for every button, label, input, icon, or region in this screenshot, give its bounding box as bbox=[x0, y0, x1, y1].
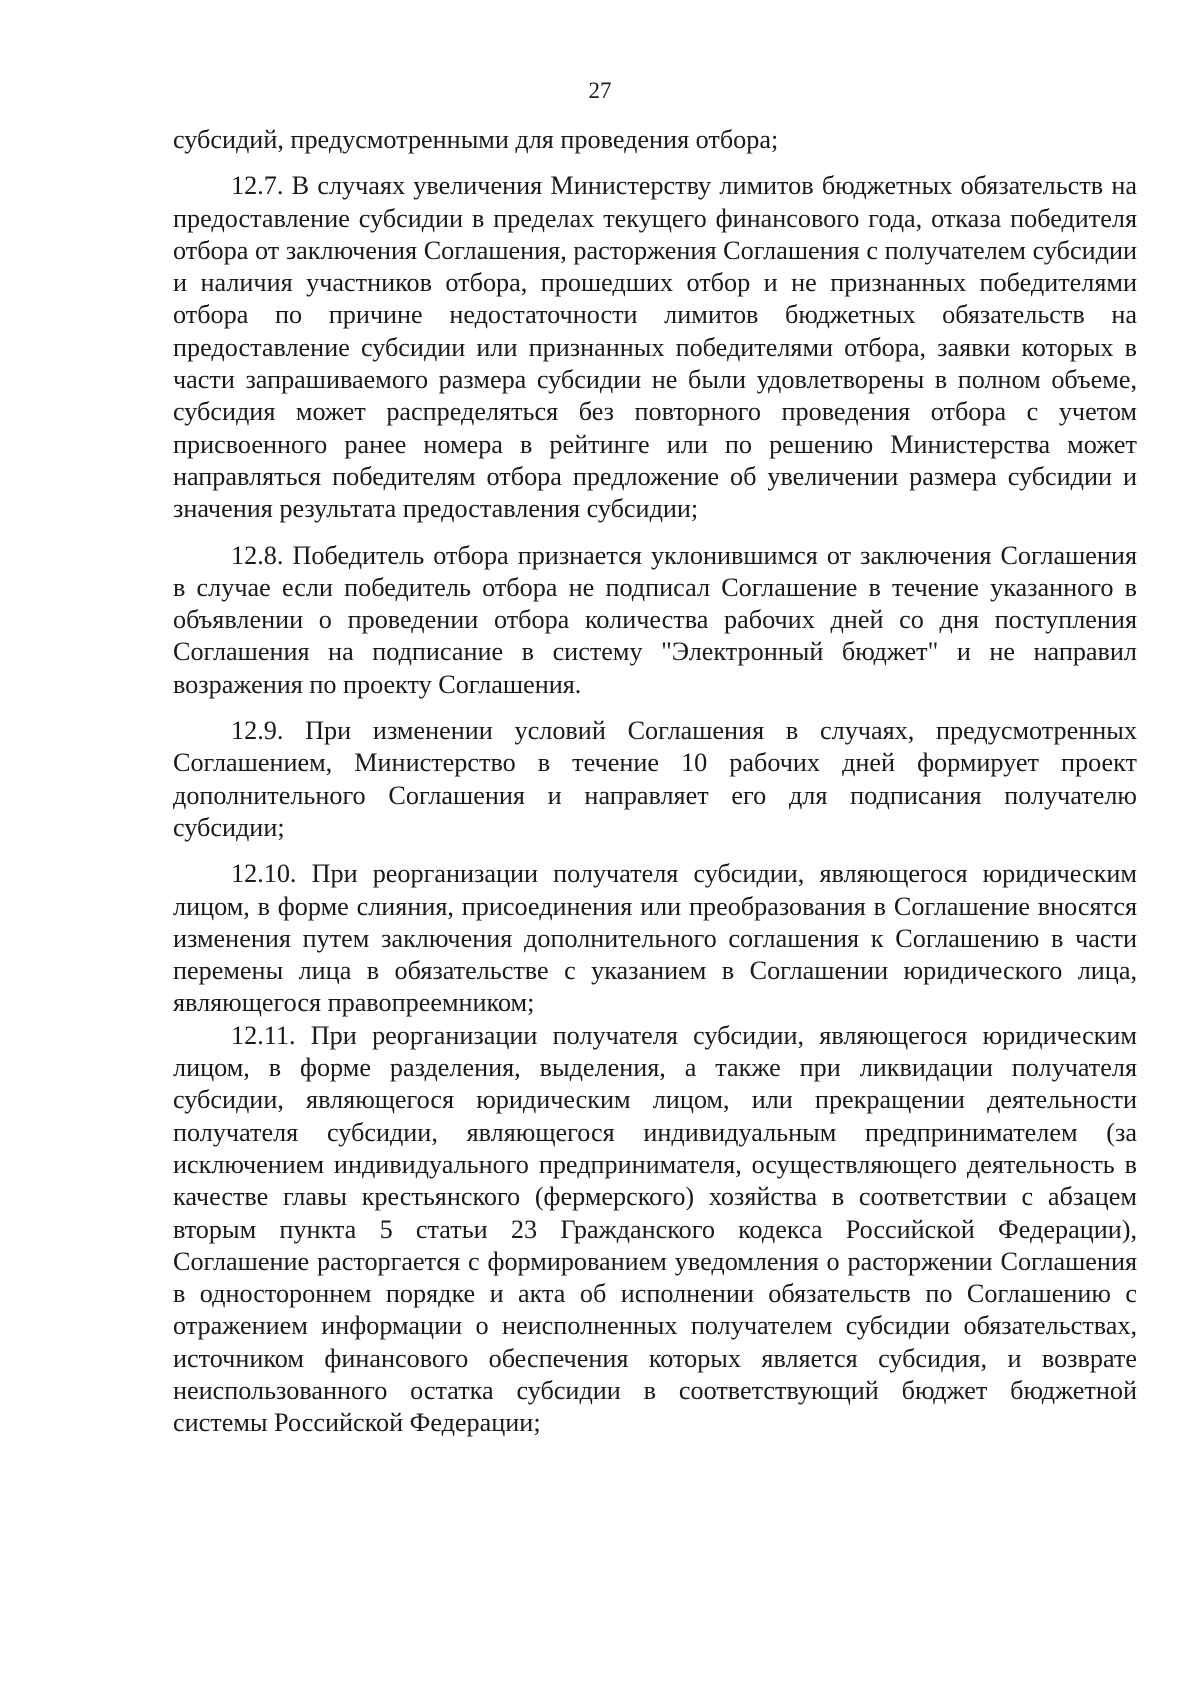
paragraph-continuation: субсидий, предусмотренными для проведения отбора; bbox=[173, 125, 779, 154]
paragraph-12-11: 12.11. При реорганизации получателя субсидии, являющегося юридическим лицом, в форме разделения, выделения, а также при ликвидации получателя субсидии, являющегося юридическим лицом, или прекращении деятельности получателя субсидии, являющегося индивидуальным предпринимателем (за исключением индивидуального предпринимателя, осуществляющего деятельность в качестве главы крестьянского (фермерского) хозяйства в соответствии с абзацем вторым пункта 5 статьи 23 Гражданского кодекса Российской Федерации), Соглашение расторгается с формированием уведомления о расторжении Соглашения в одностороннем порядке и акта об исполнении обязательств по Соглашению с отражением информации о неисполненных получателем субсидии обязательствах, источником финансового обеспечения которых является субсидия, и возврате неиспользованного остатка субсидии в соответствующий бюджет бюджетной системы Российской Федерации; bbox=[173, 1020, 1137, 1438]
page-number: 27 bbox=[588, 78, 612, 103]
document-body bbox=[173, 124, 1137, 1440]
paragraph-12-8: 12.8. Победитель отбора признается уклонившимся от заключения Соглашения в случае если победитель отбора не подписал Соглашение в течение указанного в объявлении о проведении отбора количества рабочих дней со дня поступления Соглашения на подписание в систему "Электронный бюджет" и не направил возражения по проекту Соглашения. bbox=[173, 540, 1137, 699]
paragraph-12-10: 12.10. При реорганизации получателя субсидии, являющегося юридическим лицом, в форме слияния, присоединения или преобразования в Соглашение вносятся изменения путем заключения дополнительного соглашения к Соглашению в части перемены лица в обязательстве с указанием в Соглашении юридического лица, являющегося правопреемником; bbox=[173, 859, 1137, 1018]
paragraph-12-9: 12.9. При изменении условий Соглашения в случаях, предусмотренных Соглашением, Министерство в течение 10 рабочих дней формирует проект дополнительного Соглашения и направляет его для подписания получателю субсидии; bbox=[173, 716, 1137, 842]
paragraph-12-7: 12.7. В случаях увеличения Министерству лимитов бюджетных обязательств на предоставление субсидии в пределах текущего финансового года, отказа победителя отбора от заключения Соглашения, расторжения Соглашения с получателем субсидии и наличия участников отбора, прошедших отбор и не признанных победителями отбора по причине недостаточности лимитов бюджетных обязательств на предоставление субсидии или признанных победителями отбора, заявки которых в части запрашиваемого размера субсидии не были удовлетворены в полном объеме, субсидия может распределяться без повторного проведения отбора с учетом присвоенного ранее номера в рейтинге или по решению Министерства может направляться победителям отбора предложение об увеличении размера субсидии и значения результата предоставления субсидии; bbox=[173, 171, 1137, 524]
